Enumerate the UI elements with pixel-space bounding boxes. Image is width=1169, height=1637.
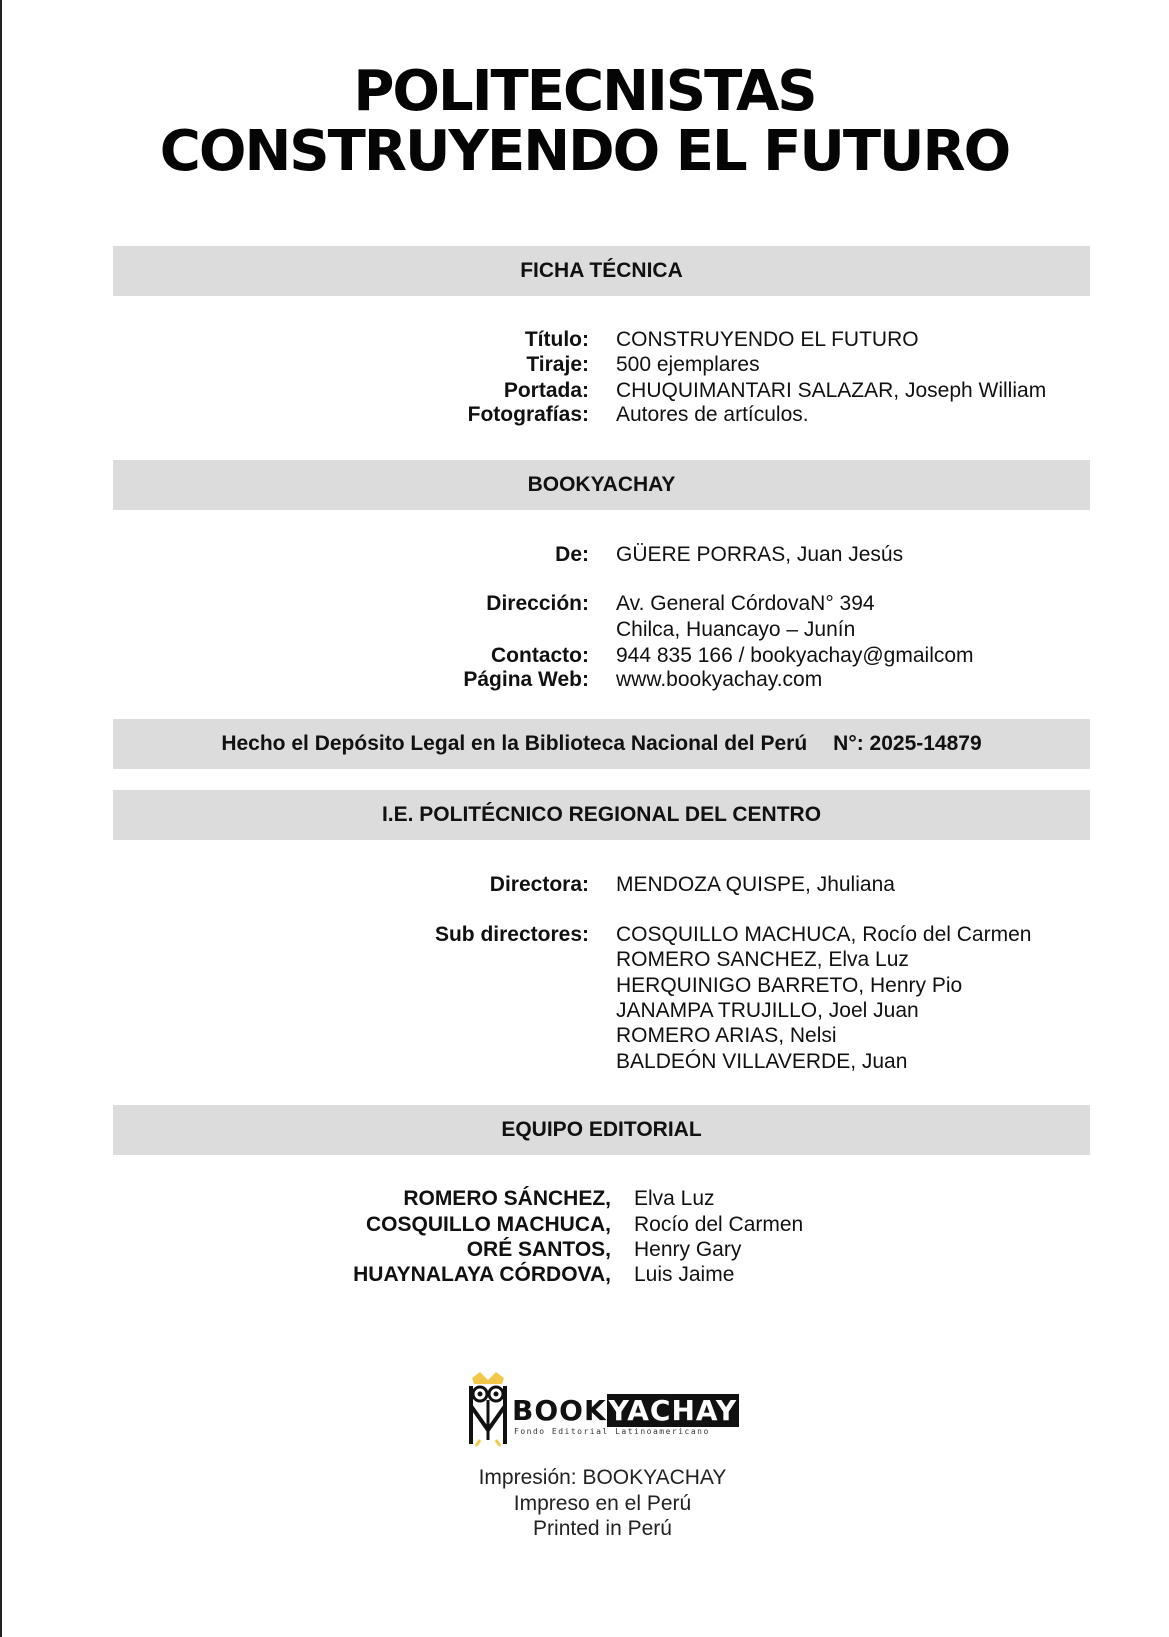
school-row-subdirector [0,922,1169,948]
ficha-value: CONSTRUYENDO EL FUTURO [616,328,919,351]
ficha-row-fotografias [0,402,1169,428]
bookyachay-value: Av. General CórdovaN° 394 [616,592,875,615]
logo-wordmark [512,1396,739,1426]
page-left-border [0,0,2,1637]
bookyachay-value: Chilca, Huancayo – Junín [616,618,856,641]
logo-part-yachay: YACHAY [608,1394,738,1427]
bookyachay-row-web [0,667,1169,693]
editorial-member [0,1212,1169,1238]
subdirector-name: BALDEÓN VILLAVERDE, Juan [616,1050,908,1073]
editorial-name: Rocío del Carmen [634,1213,804,1236]
school-label: Directora: [489,873,589,896]
ficha-label: Portada: [503,379,589,402]
editorial-member [0,1237,1169,1263]
section-header-bookyachay: BOOKYACHAY [113,460,1090,510]
subdirector-name: ROMERO ARIAS, Nelsi [616,1024,837,1047]
footer-printed-in-english: Printed in Perú [533,1517,672,1540]
editorial-member [0,1186,1169,1212]
school-row-subdirector [0,1023,1169,1049]
ficha-value: 500 ejemplares [616,353,760,376]
bookyachay-row-direccion [0,591,1169,617]
school-row-subdirector [0,947,1169,973]
bookyachay-row-direccion-2 [0,617,1169,643]
ficha-row-portada [0,378,1169,404]
bookyachay-logo [466,1370,736,1450]
footer-printing: Impresión: BOOKYACHAY [478,1466,727,1489]
title-line-2: CONSTRUYENDO EL FUTURO [159,119,1010,184]
editorial-name: Henry Gary [634,1238,742,1261]
ficha-label: Tiraje: [526,353,589,376]
school-row-directora [0,872,1169,898]
bookyachay-value: www.bookyachay.com [616,668,823,691]
ficha-label: Título: [524,328,589,351]
editorial-name: Elva Luz [634,1187,715,1210]
logo-tagline: Fondo Editorial Latinoamericano [514,1427,710,1436]
subdirector-name: JANAMPA TRUJILLO, Joel Juan [616,999,919,1022]
ficha-value: CHUQUIMANTARI SALAZAR, Joseph William [616,379,1047,402]
legal-deposit-number: N°: 2025-14879 [833,732,982,755]
ficha-row-tiraje [0,352,1169,378]
bookyachay-label: Página Web: [463,668,589,691]
owl-icon [466,1370,510,1450]
editorial-member [0,1262,1169,1288]
logo-part-book: BOOK [512,1394,607,1427]
ficha-label: Fotografías: [467,403,589,426]
section-header-school: I.E. POLITÉCNICO REGIONAL DEL CENTRO [113,790,1090,840]
subdirector-name: ROMERO SANCHEZ, Elva Luz [616,948,909,971]
editorial-surname: ORÉ SANTOS, [466,1238,611,1261]
editorial-surname: HUAYNALAYA CÓRDOVA, [353,1263,611,1286]
ficha-row-titulo [0,327,1169,353]
school-row-subdirector [0,973,1169,999]
school-value: MENDOZA QUISPE, Jhuliana [616,873,895,896]
ficha-value: Autores de artículos. [616,403,809,426]
editorial-name: Luis Jaime [634,1263,735,1286]
footer-printed-in: Impreso en el Perú [513,1492,692,1515]
subdirector-name: COSQUILLO MACHUCA, Rocío del Carmen [616,923,1032,946]
editorial-surname: COSQUILLO MACHUCA, [366,1213,611,1236]
bookyachay-row-contacto [0,643,1169,669]
school-row-subdirector [0,1049,1169,1075]
bookyachay-label: De: [555,543,589,566]
school-label: Sub directores: [434,923,589,946]
bookyachay-value: GÜERE PORRAS, Juan Jesús [616,543,904,566]
legal-deposit-text: Hecho el Depósito Legal en la Biblioteca Nacional del Perú [221,732,808,755]
bookyachay-label: Dirección: [486,592,589,615]
editorial-surname: ROMERO SÁNCHEZ, [403,1187,611,1210]
title-line-1: POLITECNISTAS [353,59,816,124]
subdirector-name: HERQUINIGO BARRETO, Henry Pio [616,974,963,997]
school-row-subdirector [0,998,1169,1024]
legal-deposit-bar [113,719,1090,769]
bookyachay-label: Contacto: [491,644,589,667]
page-title [0,59,1169,184]
bookyachay-value: 944 835 166 / bookyachay@gmailcom [616,644,974,667]
section-header-editorial: EQUIPO EDITORIAL [113,1105,1090,1155]
section-header-ficha: FICHA TÉCNICA [113,246,1090,296]
bookyachay-row-de [0,542,1169,568]
